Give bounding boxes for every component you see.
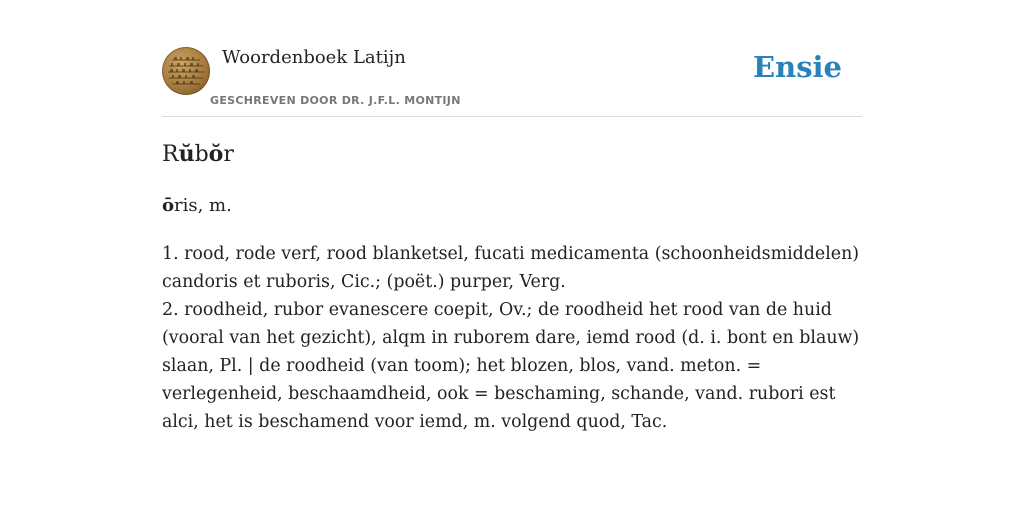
definition-sense-2: 2. roodheid, rubor evanescere coepit, Ov.; de roodheid het rood van de huid (vooral van het gezicht), alqm in ruborem dare, iemd rood (d. i. bont en blauw) slaan, Pl. | de roodheid (van toom); het blozen, blos, vand. meton. = verlegenheid, beschaamdheid, ook = beschaming, schande, vand. rubori est alci, het is beschamend voor iemd, m. volgend quod, Tac.	[162, 300, 860, 432]
headword-letter: b	[194, 142, 209, 167]
headword-letter: R	[162, 142, 179, 167]
entry-headword	[162, 141, 234, 167]
page-container	[162, 0, 862, 432]
grammar-macron-letter: ō	[162, 195, 175, 216]
grammar-info	[162, 195, 232, 216]
dictionary-title[interactable]: Woordenboek Latijn	[222, 47, 406, 68]
brand-logo-link[interactable]: Ensie	[753, 50, 842, 84]
page-header	[162, 0, 862, 117]
author-byline: GESCHREVEN DOOR DR. J.F.L. MONTIJN	[210, 94, 461, 107]
definition-sense-1: 1. rood, rode verf, rood blanketsel, fucati medicamenta (schoonheidsmiddelen) candoris et ruboris, Cic.; (poët.) purper, Verg.	[162, 244, 860, 292]
dictionary-logo-icon[interactable]	[162, 47, 210, 95]
grammar-text: ris, m.	[174, 195, 232, 216]
entry-definition	[162, 240, 867, 436]
headword-letter-breve: ŏ	[208, 141, 224, 167]
headword-letter-breve: ŭ	[178, 141, 195, 167]
headword-letter: r	[223, 142, 234, 167]
